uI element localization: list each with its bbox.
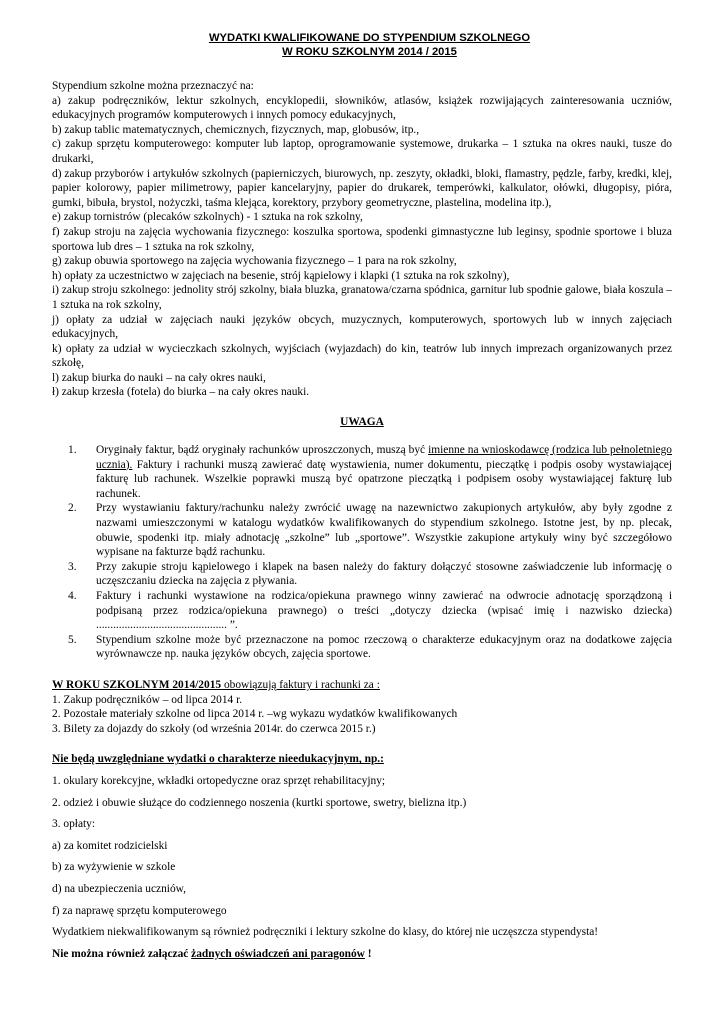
eligible-item: g) zakup obuwia sportowego na zajęcia wychowania fizycznego – 1 para na rok szkolny, bbox=[52, 255, 457, 268]
eligible-item: h) opłaty za uczestnictwo w zajęciach na besenie, strój kąpielowy i klapki (1 sztuka na rok szkolny), bbox=[52, 269, 510, 282]
eligible-item: k) opłaty za udział w wycieczkach szkolnych, wyjściach (wyjazdach) do kin, teatrów lub innych imprezach organizowanych przez szkołę, bbox=[52, 342, 672, 370]
excluded-item: d) na ubezpieczenia uczniów, bbox=[52, 882, 186, 895]
excluded-item: a) za komitet rodzicielski bbox=[52, 839, 168, 852]
eligible-item: b) zakup tablic matematycznych, chemicznych, fizycznych, map, globusów, itp., bbox=[52, 123, 420, 136]
document-title bbox=[67, 31, 672, 59]
note-item bbox=[52, 589, 672, 633]
eligible-item: f) zakup stroju na zajęcia wychowania fizycznego: koszulka sportowa, spodenki gimnastyczne lub leginsy, spodnie sportowe i bluza sportowa lub dres – 1 sztuka na rok szkolny, bbox=[52, 225, 672, 253]
note-item bbox=[52, 501, 672, 559]
excluded-item: b) za wyżywienie w szkole bbox=[52, 861, 176, 874]
note-text: Faktury i rachunki wystawione na rodzica/opiekuna prawnego winny zawierać na odwrocie adnotację sporządzoną i podpisaną przez rodzica/opiekuna prawnego) o treści „dotyczy dziecka (wpisać imię i nazwisko dziecka) .............................................. ”. bbox=[96, 590, 672, 632]
eligible-item: e) zakup tornistrów (plecaków szkolnych) - 1 sztuka na rok szkolny, bbox=[52, 211, 363, 224]
note-number: 4. bbox=[68, 590, 77, 602]
final-warning-part: Nie można również załączać bbox=[52, 947, 192, 960]
note-number: 2. bbox=[68, 502, 77, 515]
excluded-note: Wydatkiem niekwalifikowanym są również podręczniki i lektury szkolne do klasy, do której nie uczęszcza stypendysta! bbox=[52, 926, 599, 939]
note-text bbox=[96, 443, 672, 501]
school-year-bold: W ROKU SZKOLNYM 2014/2015 bbox=[52, 678, 222, 691]
eligible-item: l) zakup biurka do nauki – na cały okres nauki, bbox=[52, 371, 266, 384]
school-year-line: 2. Pozostałe materiały szkolne od lipca 2014 r. –wg wykazu wydatków kwalifikowanych bbox=[52, 708, 458, 721]
excluded-heading: Nie będą uwzględniane wydatki o charakterze nieedukacyjnym, np.: bbox=[52, 753, 384, 766]
note-text: Przy wystawianiu faktury/rachunku należy zwrócić uwagę na nazewnictwo zakupionych artykułów, aby były zgodne z nazwami umieszczonymi w katalogu wydatków kwalifikowanych do stypendium szkolnego. Istotne jest, by np. plecak, obuwie, spodenki itp. miały adnotację „szkolne” lub „sportowe”. Wszystkie zakupione artykuły winy być szczegółowo wypisane na fakturze bądź rachunku. bbox=[96, 502, 672, 559]
school-year-lead bbox=[52, 678, 672, 693]
final-warning-part: ! bbox=[364, 947, 372, 960]
final-warning-underlined: żadnych oświadczeń ani paragonów bbox=[191, 947, 365, 960]
note-text: Stypendium szkolne może być przeznaczone na pomoc rzeczową o charakterze edukacyjnym oraz na dodatkowe zajęcia wyrównawcze np. nauka języków obcych, zajęcia sportowe. bbox=[96, 633, 672, 661]
excluded-expenses-section bbox=[52, 752, 672, 961]
eligible-item: a) zakup podręczników, lektur szkolnych, encyklopedii, słowników, atlasów, książek rozwijających zainteresowania uczniów, edukacyjnych programów komputerowych i innych pomocy edukacyjnych, bbox=[52, 94, 672, 122]
note-number: 5. bbox=[68, 633, 77, 646]
title-line-1: WYDATKI KWALIFIKOWANE DO STYPENDIUM SZKOLNEGO bbox=[208, 32, 531, 44]
eligible-item: j) opłaty za udział w zajęciach nauki języków obcych, muzycznych, komputerowych, sportowych lub w innych zajęciach edukacyjnych, bbox=[52, 313, 672, 341]
note-text: Przy zakupie stroju kąpielowego i klapek na basen należy do faktury dołączyć stosowne zaświadczenie lub informację o uczęszczaniu dziecka na zajęcia z pływania. bbox=[96, 560, 672, 588]
eligible-expenses-section bbox=[52, 79, 672, 400]
intro-heading: Stypendium szkolne można przeznaczyć na: bbox=[52, 80, 254, 92]
note-item bbox=[52, 443, 672, 501]
note-number: 1. bbox=[68, 444, 77, 457]
excluded-item: 3. opłaty: bbox=[52, 818, 96, 831]
note-underlined-text: imienne na wnioskodawcę (rodzica lub pełnoletniego ucznia). bbox=[96, 444, 672, 471]
school-year-line: 1. Zakup podręczników – od lipca 2014 r. bbox=[52, 693, 243, 706]
note-item bbox=[52, 560, 672, 589]
note-item bbox=[52, 633, 672, 662]
school-year-line: 3. Bilety za dojazdy do szkoły (od września 2014r. do czerwca 2015 r.) bbox=[52, 722, 376, 735]
uwaga-heading: UWAGA bbox=[340, 416, 384, 429]
school-year-section bbox=[52, 678, 672, 736]
title-line-2: W ROKU SZKOLNYM 2014 / 2015 bbox=[282, 46, 457, 58]
final-warning bbox=[52, 947, 672, 962]
note-number: 3. bbox=[68, 560, 77, 573]
note-text-part: Oryginały faktur, bądź oryginały rachunków uproszczonych, muszą być bbox=[96, 444, 429, 457]
excluded-item: 1. okulary korekcyjne, wkładki ortopedyczne oraz sprzęt rehabilitacyjny; bbox=[52, 774, 386, 787]
eligible-item: d) zakup przyborów i artykułów szkolnych (papierniczych, biurowych, np. zeszyty, okładki, bloki, flamastry, pędzle, farby, kredki, klej, papier kolorowy, papier milimetrowy, papier kancelaryjny, papier do drukarek, temperówki, kalkulator, ołówki, długopisy, pióra, gumki, bibuła, brystol, nożyczki, taśma klejąca, korektory, przybory geometryczne, plastelina, modelina itp.), bbox=[52, 167, 672, 209]
uwaga-notes-list bbox=[52, 443, 672, 662]
eligible-item: ł) zakup krzesła (fotela) do biurka – na cały okres nauki. bbox=[52, 386, 310, 399]
excluded-item: 2. odzież i obuwie służące do codziennego noszenia (kurtki sportowe, swetry, bielizna itp.) bbox=[52, 796, 467, 809]
eligible-item: i) zakup stroju szkolnego: jednolity strój szkolny, biała bluzka, granatowa/czarna spódnica, garnitur lub spodnie galowe, biała koszula – 1 sztuka na rok szkolny, bbox=[52, 284, 672, 311]
school-year-rest: obowiązują faktury i rachunki za : bbox=[221, 678, 380, 691]
note-text-part: Faktury i rachunki muszą zawierać datę wystawienia, numer dokumentu, pieczątkę i podpis osoby wystawiającej fakturę lub rachunek. Wszelkie poprawki muszą być opatrzone pieczątką i podpisem osoby wystawiającej fakturę lub rachunek. bbox=[96, 458, 672, 500]
eligible-item: c) zakup sprzętu komputerowego: komputer lub laptop, oprogramowanie systemowe, drukarka – 1 sztuka na okres nauki, tusze do drukarki, bbox=[52, 138, 672, 165]
excluded-item: f) za naprawę sprzętu komputerowego bbox=[52, 904, 227, 917]
